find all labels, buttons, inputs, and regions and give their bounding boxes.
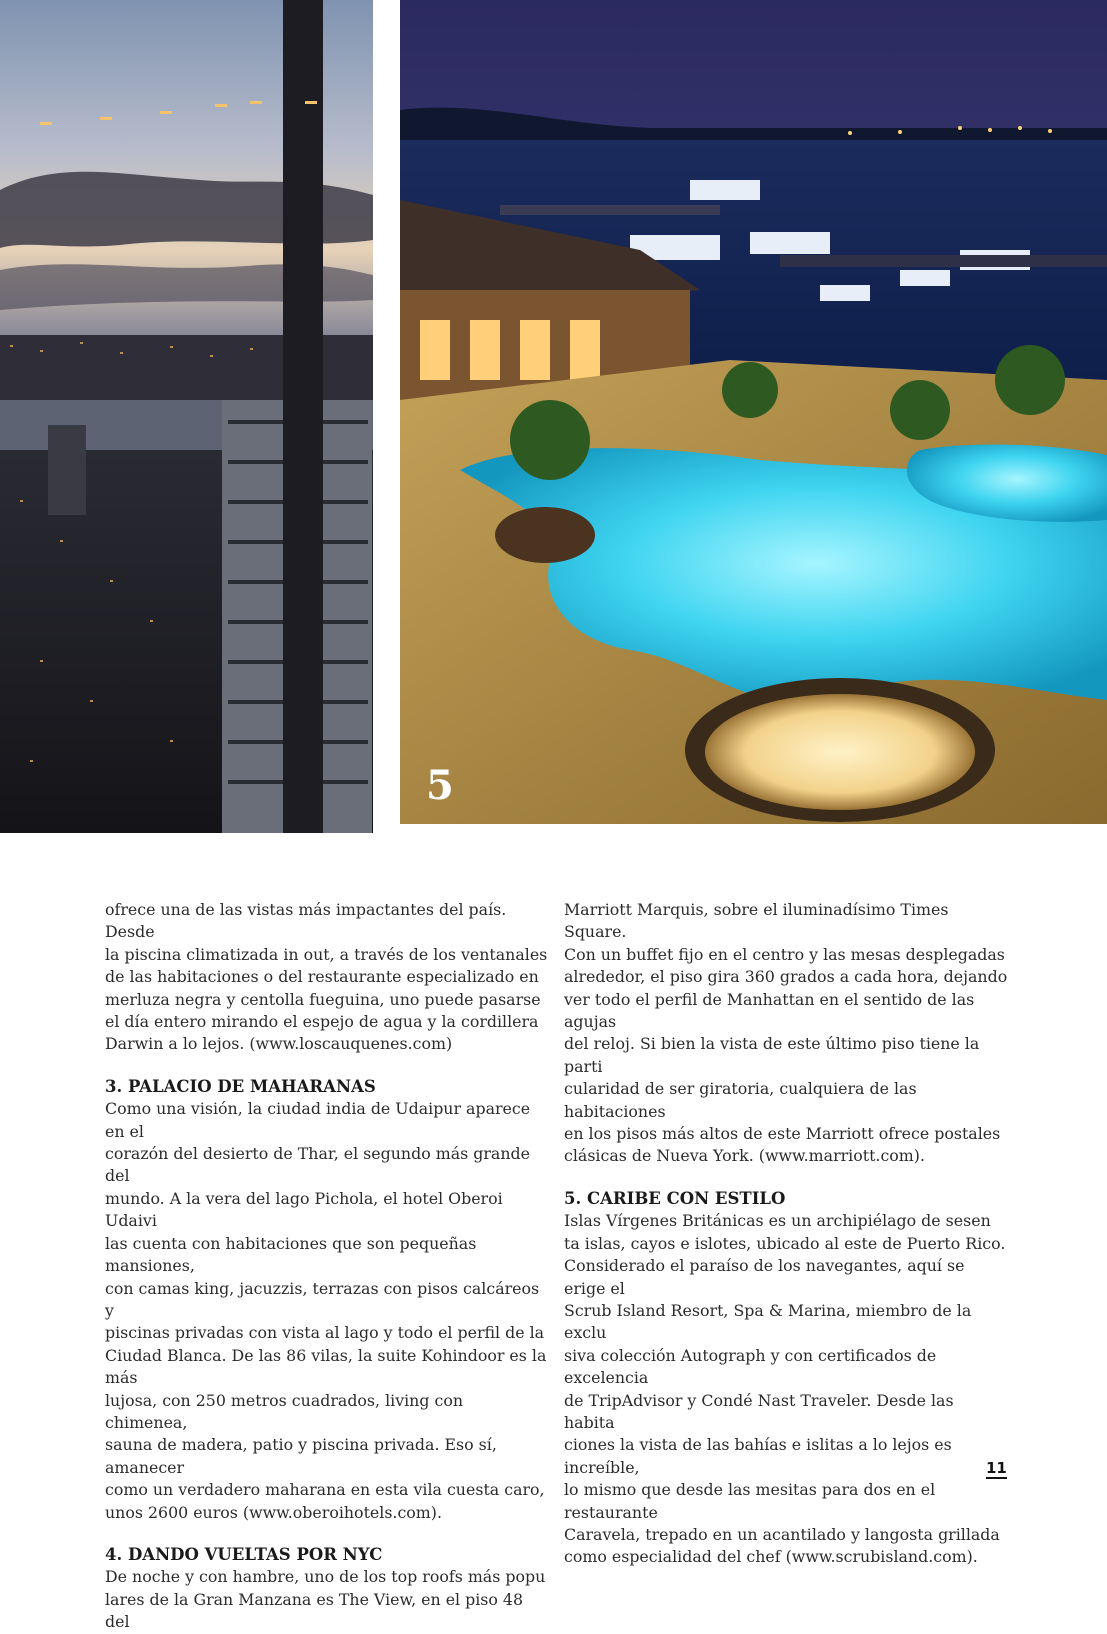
- resort-pool-photo-icon: [400, 0, 1107, 824]
- section-heading-5: 5. CARIBE CON ESTILO: [564, 1188, 786, 1208]
- city-skyline-photo: [0, 0, 373, 833]
- photo-number: 5: [426, 762, 454, 809]
- resort-pool-photo: [400, 0, 1107, 824]
- page-number: 11: [986, 1459, 1007, 1477]
- section-body-3: Como una visión, la ciudad india de Udaipur aparece en el corazón del desierto de Thar, el segundo más grande del mundo. A la vera del lago Pichola, el hotel Oberoi Udaivi las cuenta con habitaciones que son pequeñas mansiones, con camas king, jacuzzis, terrazas con pisos calcáreos y piscinas privadas con vista al lago y todo el perfil de la Ciudad Blanca. De las 86 vilas, la suite Kohindoor es la más lujosa, con 250 metros cuadrados, living con chimenea, sauna de madera, patio y piscina privada. Eso sí, amanecer como un verdadero maharana en esta vila cuesta caro, unos 2600 euros (www.oberoihotels.com).: [105, 1099, 547, 1522]
- intro-paragraph: ofrece una de las vistas más impactantes del país. Desde la piscina climatizada in out, a través de los ventanales de las habitaciones o del restaurante especializado en merluza negra y centolla fueguina, uno puede pasarse el día entero mirando el espejo de agua y la cordillera Darwin a lo lejos. (www.loscauquenes.com): [105, 900, 548, 1054]
- article-column-left: [105, 899, 550, 1634]
- continuation-paragraph: Marriott Marquis, sobre el iluminadísimo Times Square. Con un buffet fijo en el centro y las mesas desplegadas alrededor, el piso gira 360 grados a cada hora, dejando ver todo el perfil de Manhattan en el sentido de las agujas del reloj. Si bien la vista de este último piso tiene la parti cularidad de ser giratoria, cualquiera de las habitaciones en los pisos más altos de este Marriott ofrece postales clásicas de Nueva York. (www.marriott.com).: [564, 900, 1008, 1166]
- section-body-4: De noche y con hambre, uno de los top roofs más popu lares de la Gran Manzana es The View, en el piso 48 del: [105, 1567, 546, 1632]
- section-body-5: Islas Vírgenes Británicas es un archipiélago de sesen ta islas, cayos e islotes, ubicado al este de Puerto Rico. Considerado el paraíso de los navegantes, aquí se erige el Scrub Island Resort, Spa & Marina, miembro de la exclu siva colección Autograph y con certificados de excelencia de TripAdvisor y Condé Nast Traveler. Desde las habita ciones la vista de las bahías e islitas a lo lejos es increíble, lo mismo que desde las mesitas para dos en el restaurante Caravela, trepado en un acantilado y langosta grillada como especialidad del chef (www.scrubisland.com).: [564, 1211, 1006, 1567]
- article-column-right: [564, 899, 1009, 1569]
- city-skyline-photo-icon: [0, 0, 373, 833]
- section-heading-4: 4. DANDO VUELTAS POR NYC: [105, 1544, 383, 1564]
- section-heading-3: 3. PALACIO DE MAHARANAS: [105, 1076, 376, 1096]
